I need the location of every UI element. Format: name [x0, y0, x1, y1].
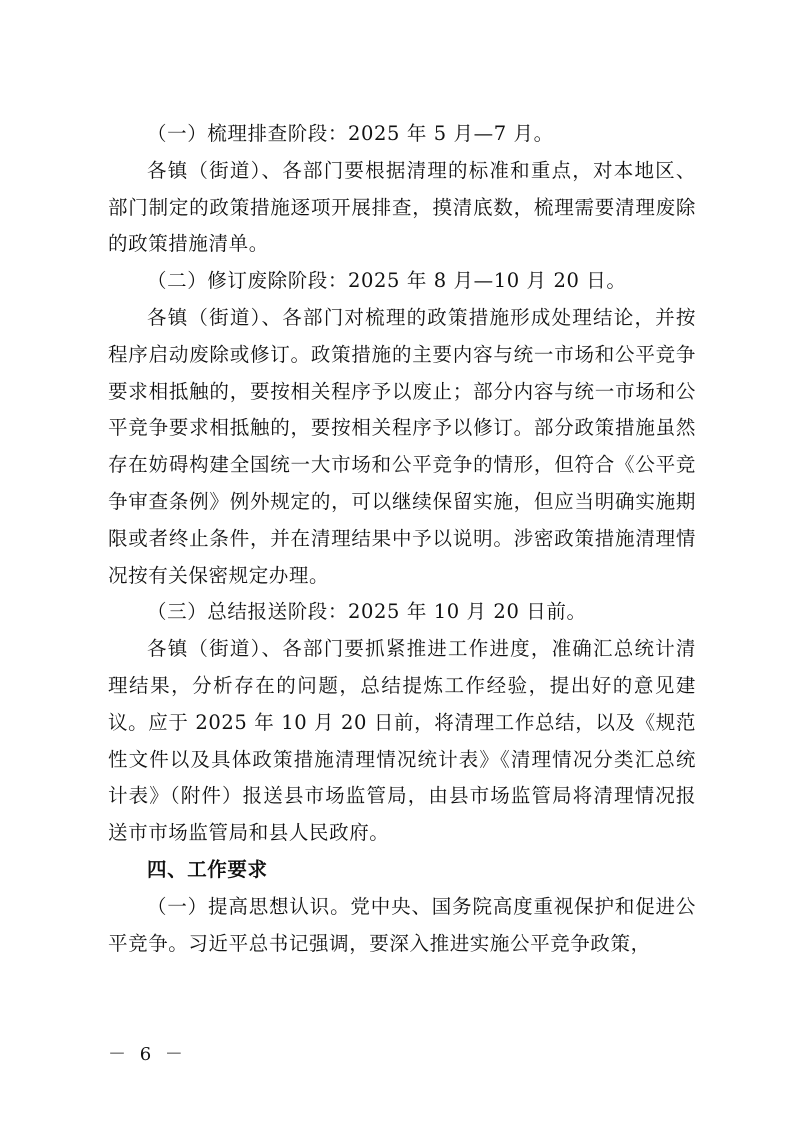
paragraph-stage-one-body: 各镇（街道）、各部门要根据清理的标准和重点，对本地区、部门制定的政策措施逐项开展排查，摸清底数，梳理需要清理废除的政策措施清单。 — [108, 158, 696, 256]
paragraph-stage-three-body: 各镇（街道）、各部门要抓紧推进工作进度，准确汇总统计清理结果，分析存在的问题，总结提炼工作经验，提出好的意见建议。应于 2025 年 10 月 20 日前，将清理工作总结，以及《规范性文件以及具体政策措施清理情况统计表》《清理情况分类汇总统计表》（附件）报送县市场监管局，由县市场监管局将清理情况报送市市场监管局和县人民政府。 — [108, 637, 696, 845]
paragraph-requirement-one: （一）提高思想认识。党中央、国务院高度重视保护和促进公平竞争。习近平总书记强调，要深入推进实施公平竞争政策， — [108, 894, 696, 955]
section-heading-work-requirements: 四、工作要求 — [147, 857, 268, 881]
document-body — [108, 116, 696, 962]
paragraph-stage-two-body: 各镇（街道）、各部门对梳理的政策措施形成处理结论，并按程序启动废除或修订。政策措施的主要内容与统一市场和公平竞争要求相抵触的，要按相关程序予以废止；部分内容与统一市场和公平竞争要求相抵触的，要按相关程序予以修订。部分政策措施虽然存在妨碍构建全国统一大市场和公平竞争的情形，但符合《公平竞争审查条例》例外规定的，可以继续保留实施，但应当明确实施期限或者终止条件，并在清理结果中予以说明。涉密政策措施清理情况按有关保密规定办理。 — [108, 305, 696, 587]
paragraph-stage-two-title: （二）修订废除阶段：2025 年 8 月—10 月 20 日。 — [147, 269, 627, 293]
paragraph-stage-one-title: （一）梳理排查阶段：2025 年 5 月—7 月。 — [147, 122, 554, 145]
page-number: － 6 － — [108, 1044, 187, 1065]
paragraph-stage-three-title: （三）总结报送阶段：2025 年 10 月 20 日前。 — [147, 600, 587, 624]
